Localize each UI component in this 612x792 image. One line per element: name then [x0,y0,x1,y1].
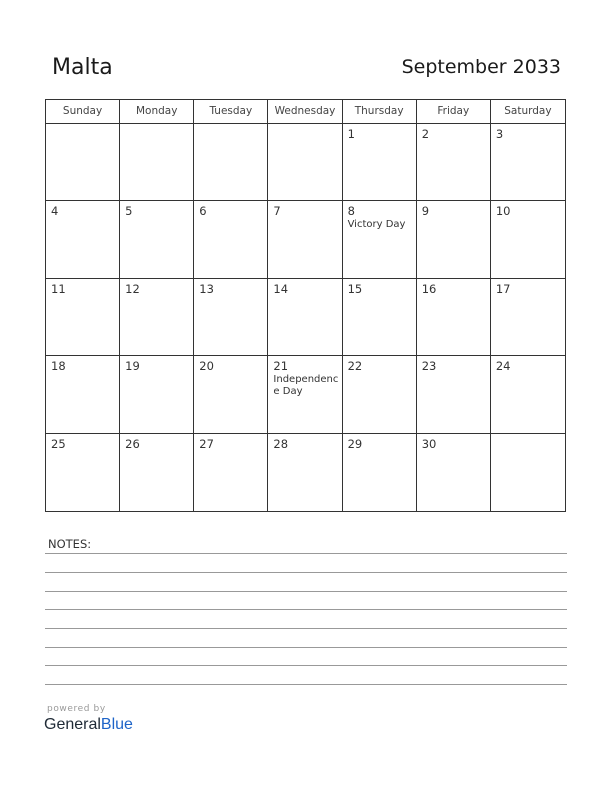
day-number: 28 [273,436,289,451]
month-title: September 2033 [401,56,561,78]
day-cell [343,356,417,433]
day-cell [343,434,417,511]
day-number: 23 [421,359,437,374]
brand-general: General [44,716,101,733]
day-number: 10 [495,204,511,219]
day-cell [46,124,120,201]
day-cell [194,356,268,433]
day-cell [46,356,120,433]
day-cell [194,279,268,356]
brand-blue: Blue [100,716,133,733]
holiday-label: Victory Day [347,219,406,231]
note-line [45,591,567,592]
day-cell [268,434,342,511]
day-cell [268,356,342,433]
day-number: 22 [347,359,363,374]
day-cell [343,124,417,201]
day-cell [417,434,491,511]
day-number: 14 [273,281,289,296]
note-line [45,647,567,648]
day-number: 25 [51,436,66,451]
day-number: 16 [421,281,437,296]
day-cell [417,124,491,201]
day-cell [491,434,565,511]
day-cell [120,434,194,511]
note-line [45,572,567,573]
day-cell [120,124,194,201]
day-number: 30 [421,436,437,451]
weekday-header: Thursday [343,100,417,124]
day-cell [343,201,417,278]
day-cell [46,279,120,356]
day-cell [194,434,268,511]
weekday-header: Tuesday [194,100,268,124]
day-number: 13 [199,281,214,296]
calendar-grid [45,99,566,512]
day-cell [417,356,491,433]
day-number: 27 [199,436,214,451]
brand-logo [44,716,133,734]
day-number: 11 [51,281,66,296]
note-line [45,609,567,610]
note-line [45,684,567,685]
day-cell [46,201,120,278]
day-cell [417,201,491,278]
day-cell [491,356,565,433]
day-cell [194,124,268,201]
day-cell [120,201,194,278]
day-number: 12 [125,281,140,296]
day-number: 15 [347,281,363,296]
day-cell [491,201,565,278]
weekday-header: Wednesday [268,100,342,124]
holiday-label: Independence Day [273,374,339,398]
day-number: 17 [495,281,511,296]
day-cell [343,279,417,356]
note-line [45,553,567,554]
day-cell [120,356,194,433]
day-number: 3 [495,127,504,141]
day-number: 1 [347,127,355,141]
note-line [45,665,567,666]
day-number: 5 [125,204,133,219]
notes-label: NOTES: [48,537,92,551]
weekday-header: Friday [417,100,491,124]
day-number: 8 [347,204,355,219]
day-number: 21 [273,359,289,374]
day-cell [417,279,491,356]
day-number: 24 [495,359,511,374]
day-number: 7 [273,204,281,219]
powered-by-text: powered by [47,704,106,714]
day-number: 2 [421,127,430,141]
day-number: 29 [347,436,363,451]
day-number: 20 [199,359,214,374]
day-number: 9 [421,204,430,219]
day-cell [268,124,342,201]
country-title: Malta [52,55,113,80]
day-cell [194,201,268,278]
weekday-header: Saturday [491,100,565,124]
note-line [45,628,567,629]
day-cell [491,124,565,201]
weekday-header: Monday [120,100,194,124]
day-cell [491,279,565,356]
day-number: 4 [51,204,59,219]
day-cell [268,201,342,278]
day-number: 26 [125,436,140,451]
weekday-header: Sunday [46,100,120,124]
day-cell [46,434,120,511]
day-number: 19 [125,359,140,374]
day-cell [120,279,194,356]
day-number: 18 [51,359,66,374]
day-number: 6 [199,204,207,219]
day-cell [268,279,342,356]
